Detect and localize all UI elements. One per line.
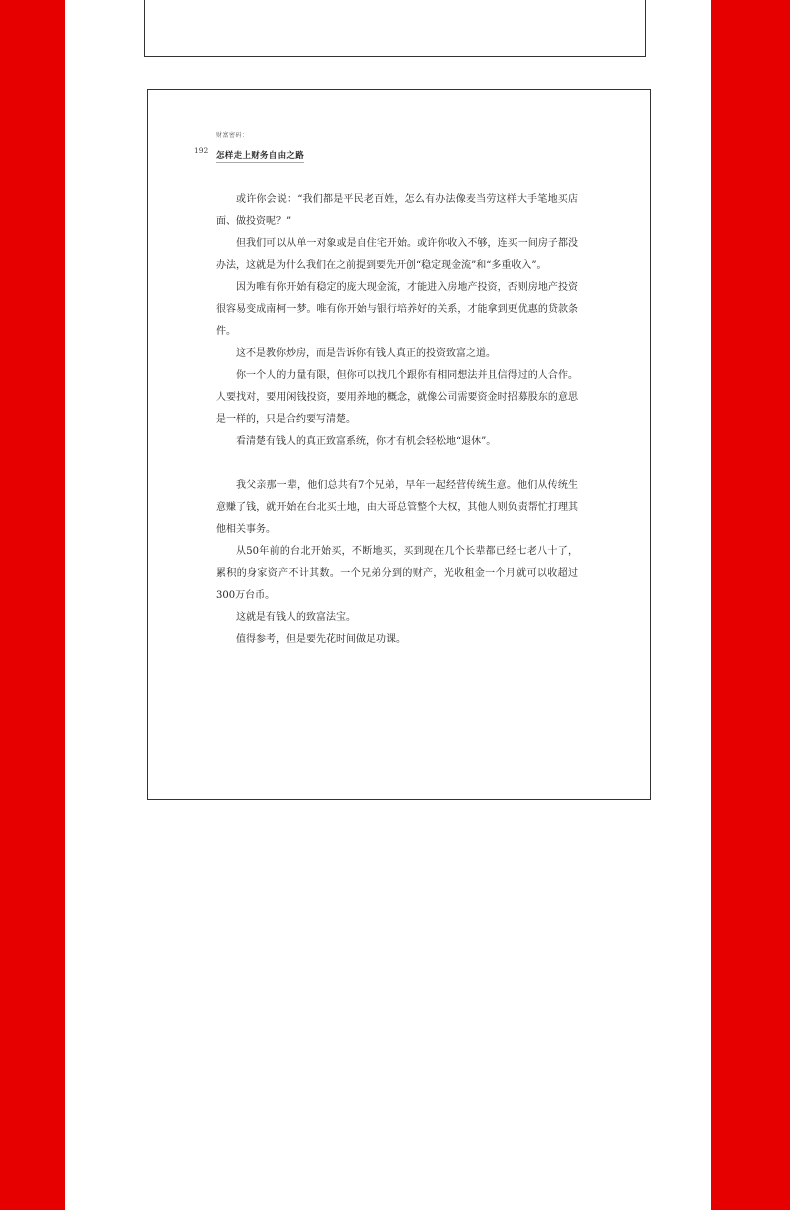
page-header bbox=[194, 130, 305, 163]
previous-page bbox=[144, 0, 646, 57]
page-number: 192 bbox=[194, 146, 209, 155]
paragraph: 看清楚有钱人的真正致富系统，你才有机会轻松地“退休”。 bbox=[236, 436, 497, 447]
paragraph: 值得参考，但是要先花时间做足功课。 bbox=[236, 634, 406, 645]
paragraph: 从50年前的台北开始买，不断地买，买到现在几个长辈都已经七老八十了，累积的身家资产不计其数。一个兄弟分到的财产，光收租金一个月就可以收超过300万台币。 bbox=[216, 546, 578, 601]
paragraph: 或许你会说：“我们都是平民老百姓，怎么有办法像麦当劳这样大手笔地买店面、做投资呢？” bbox=[216, 194, 578, 227]
paragraph: 但我们可以从单一对象或是自住宅开始。或许你收入不够，连买一间房子都没办法，这就是为什么我们在之前提到要先开创“稳定现金流”和“多重收入”。 bbox=[216, 238, 578, 271]
running-header-title-row bbox=[194, 143, 305, 163]
running-header-title: 怎样走上财务自由之路 bbox=[216, 151, 305, 161]
paragraph: 因为唯有你开始有稳定的庞大现金流，才能进入房地产投资，否则房地产投资很容易变成南柯一梦。唯有你开始与银行培养好的关系，才能拿到更优惠的贷款条件。 bbox=[216, 282, 578, 337]
paragraph: 你一个人的力量有限，但你可以找几个跟你有相同想法并且信得过的人合作。人要找对，要用闲钱投资，要用养地的概念，就像公司需要资金时招募股东的意思是一样的，只是合约要写清楚。 bbox=[216, 370, 578, 425]
paragraph: 这不是教你炒房，而是告诉你有钱人真正的投资致富之道。 bbox=[236, 348, 496, 359]
document-page bbox=[147, 89, 651, 800]
paragraph: 这就是有钱人的致富法宝。 bbox=[236, 612, 356, 623]
page-body bbox=[216, 189, 578, 651]
running-header-series: 财富密码： bbox=[216, 132, 249, 139]
paragraph: 我父亲那一辈，他们总共有7个兄弟，早年一起经营传统生意。他们从传统生意赚了钱，就开始在台北买土地，由大哥总管整个大权，其他人则负责帮忙打理其他相关事务。 bbox=[216, 480, 578, 535]
